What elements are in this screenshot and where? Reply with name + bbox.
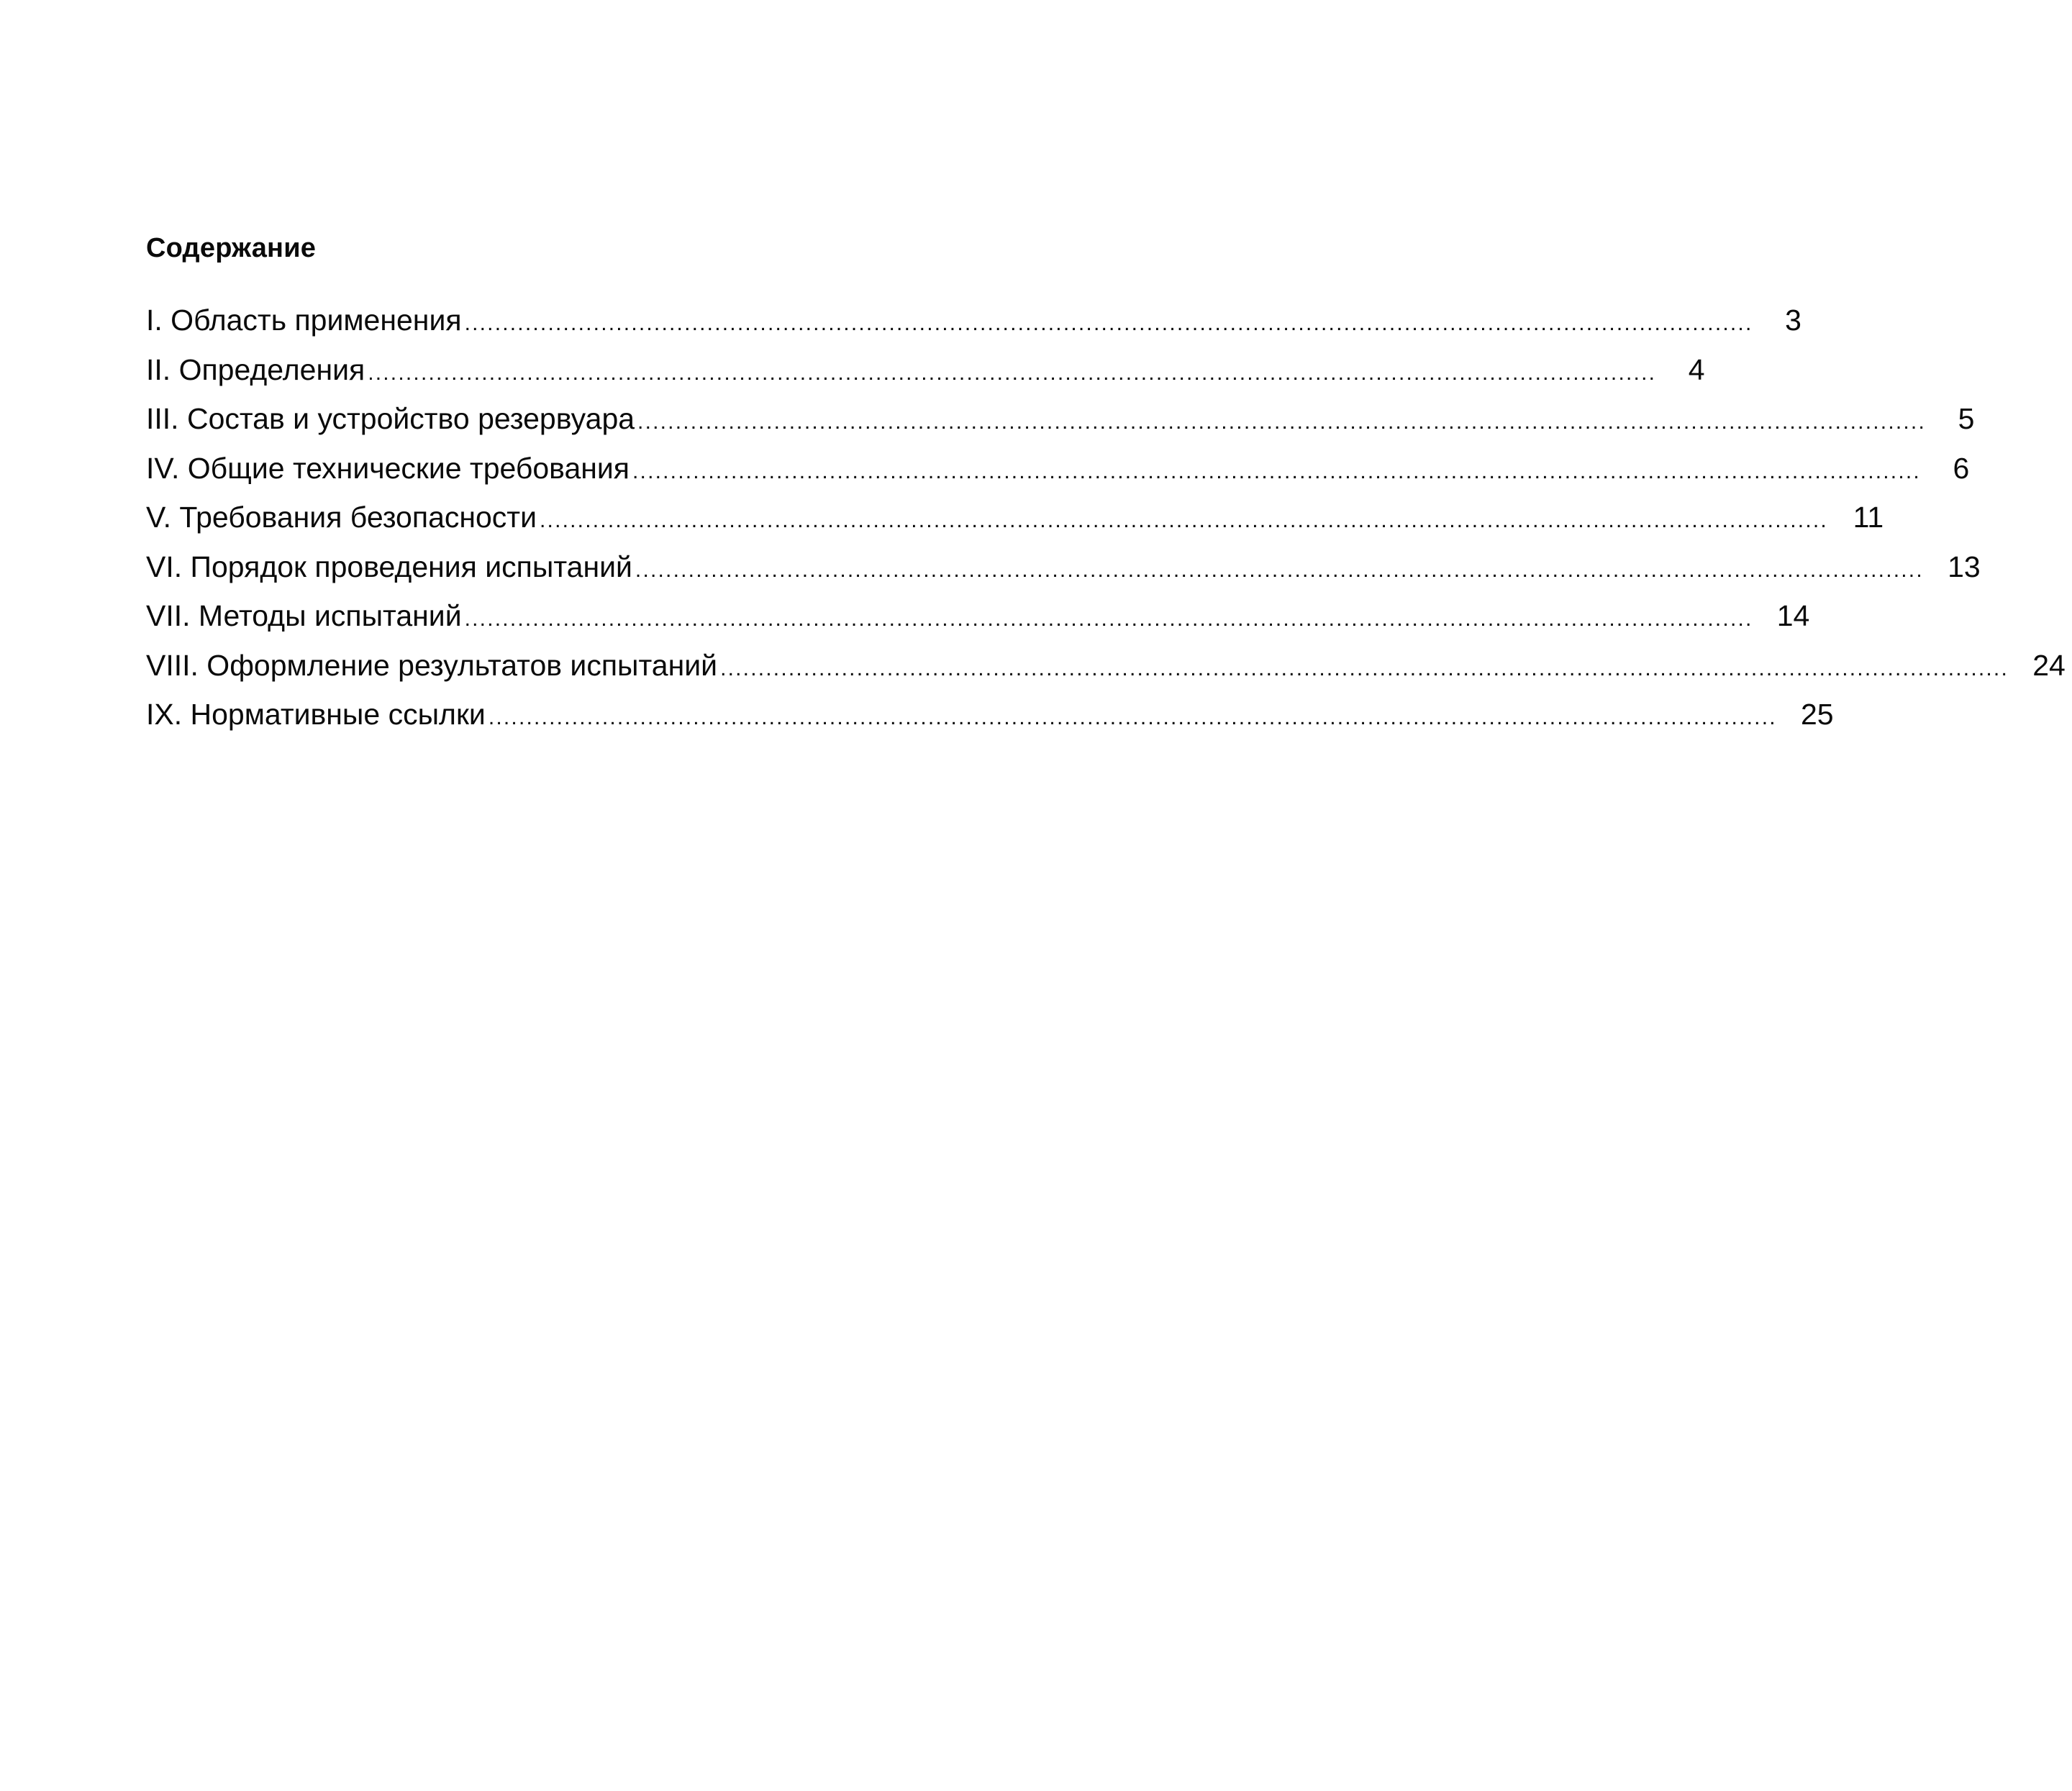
toc-entry-label: VII. Методы испытаний [146,599,462,632]
toc-title: Содержание [146,233,317,263]
dot-leader: .......................................................................................................................................................................... [488,706,1777,729]
toc-entry-4 [146,451,1970,503]
toc-entry-label: III. Состав и устройство резервуара [146,402,635,435]
toc-entry-page: 3 [1785,304,1801,337]
toc-entry-3 [146,402,1975,454]
toc-entry-label: IX. Нормативные ссылки [146,698,486,731]
toc-entry-page: 11 [1853,501,1884,534]
toc-entry-label: VI. Порядок проведения испытаний [146,550,632,583]
toc-entry-label: I. Область применения [146,304,462,337]
toc-entry-label: II. Определения [146,352,365,386]
toc-entry-page: 24 [2032,648,2066,682]
toc-entry-label: IV. Общие технические требования [146,451,630,485]
toc-entry-page: 13 [1948,550,1981,583]
toc-entry-page: 5 [1958,402,1975,435]
dot-leader: .......................................................................................................................................................................... [368,360,1657,385]
dot-leader: .......................................................................................................................................................................... [540,509,1828,532]
dot-leader: .......................................................................................................................................................................... [632,459,1921,483]
dot-leader: .......................................................................................................................................................................... [464,607,1753,631]
toc-entry-page: 25 [1800,698,1834,731]
toc-entry-6 [146,550,1981,602]
toc-entry-page: 14 [1776,599,1810,632]
toc-entry-label: VIII. Оформление результатов испытаний [146,648,718,682]
toc-entry-page: 4 [1688,352,1705,386]
toc-entry-label: V. Требования безопасности [146,501,537,534]
toc-entry-page: 6 [1953,451,1970,485]
toc-entry-5 [146,501,1884,552]
dot-leader: .......................................................................................................................................................................... [464,311,1753,335]
toc-entry-8 [146,648,2066,701]
dot-leader: .......................................................................................................................................................................... [635,557,1924,582]
toc-entry-7 [146,599,1810,651]
toc-entry-1 [146,304,1801,355]
toc-entry-2 [146,352,1705,405]
toc-list [146,304,2066,749]
dot-leader: .......................................................................................................................................................................... [720,656,2009,680]
dot-leader: .......................................................................................................................................................................... [637,410,1926,434]
toc-entry-9 [146,698,1834,749]
